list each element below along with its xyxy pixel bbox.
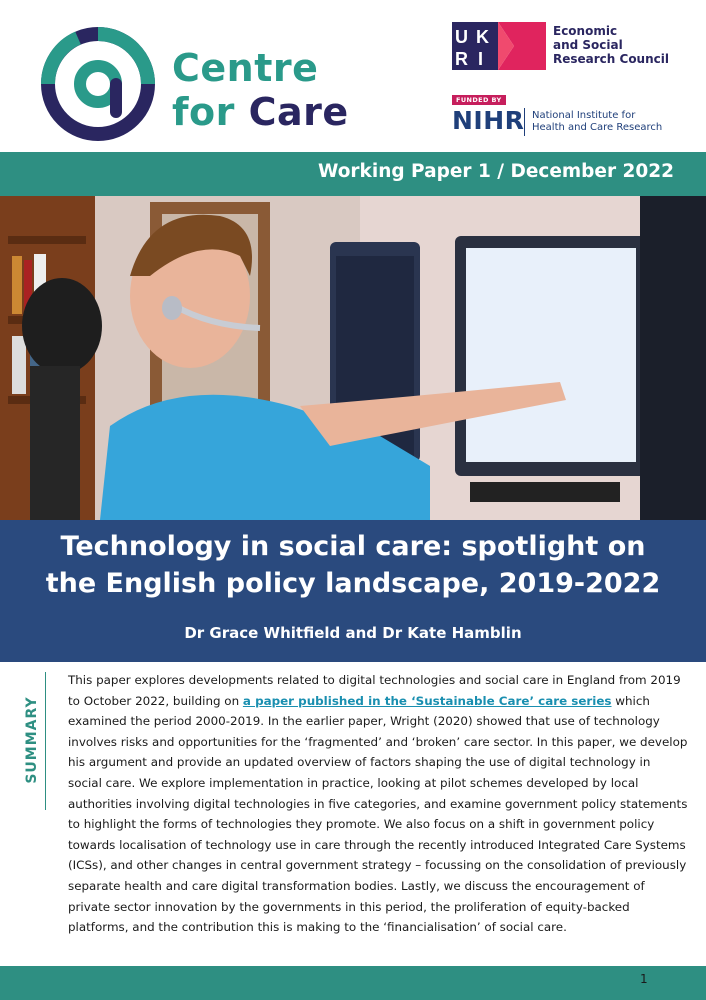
centre-for-care-logo-icon xyxy=(38,26,158,142)
esrc-line: Research Council xyxy=(553,52,669,66)
ukri-letter: K xyxy=(476,27,489,47)
title-line: the English policy landscape, 2019-2022 xyxy=(45,568,661,599)
nihr-desc-line: National Institute for xyxy=(532,110,636,121)
page-footer xyxy=(0,966,706,1000)
sustainable-care-link[interactable]: a paper published in the ‘Sustainable Care’ care series xyxy=(242,693,612,708)
nihr-desc-line: Health and Care Research xyxy=(532,122,663,133)
document-title xyxy=(20,528,686,602)
ukri-letter: R xyxy=(455,49,468,69)
logo-line-2b: Care xyxy=(248,90,349,134)
working-paper-label: Working Paper 1 / December 2022 xyxy=(317,161,674,182)
cover-photo xyxy=(0,196,706,520)
nihr-logo: NIHR xyxy=(452,106,525,135)
summary-rule xyxy=(45,672,46,810)
logo-wordmark xyxy=(172,46,349,134)
funded-by-badge: FUNDED BY xyxy=(452,95,506,105)
page-header xyxy=(0,0,706,152)
summary-label: SUMMARY xyxy=(24,696,40,784)
nihr-description xyxy=(532,110,662,134)
logo-line-2a: for xyxy=(172,90,249,134)
document-authors: Dr Grace Whitfield and Dr Kate Hamblin xyxy=(184,624,522,642)
page-number: 1 xyxy=(640,972,648,986)
title-line: Technology in social care: spotlight on xyxy=(60,531,646,562)
esrc-line: and Social xyxy=(553,38,623,52)
nihr-divider xyxy=(524,108,525,136)
esrc-name xyxy=(553,24,669,66)
ukri-letter: U xyxy=(455,27,468,47)
summary-paragraph xyxy=(68,670,688,938)
summary-text-after-link: which examined the period 2000-2019. In the earlier paper, Wright (2020) showed that use of technology involves risks and opportunities for the ‘fragmented’ and ‘broken’ care sector. In this paper, we develop his argument and provide an updated overview of factors shaping the use of digital technology in social care. We explore implementation in practice, looking at pilot schemes developed by local authorities involving digital technologies in five categories, and examine government policy statements to highlight the forms of technologies they promote. We also focus on a shift in government policy towards localisation of technology use in care through the recently introduced Integrated Care Systems (ICSs), and other changes in central government strategy – focussing on the consolidation of previously separate health and care digital transformation bodies. Lastly, we discuss the encouragement of private sector innovation by the governments in this period, the proliferation of equity-backed platforms, and the contribution this is making to the ‘financialisation’ of social care. xyxy=(68,693,688,935)
summary-text-before-link: This paper explores developments related to digital technologies and social care in England from 2019 to October 2022, building on xyxy=(68,673,681,708)
ukri-logo-icon xyxy=(452,22,546,70)
ukri-letter: I xyxy=(478,49,484,69)
esrc-line: Economic xyxy=(553,24,618,38)
logo-line-1: Centre xyxy=(172,46,319,90)
